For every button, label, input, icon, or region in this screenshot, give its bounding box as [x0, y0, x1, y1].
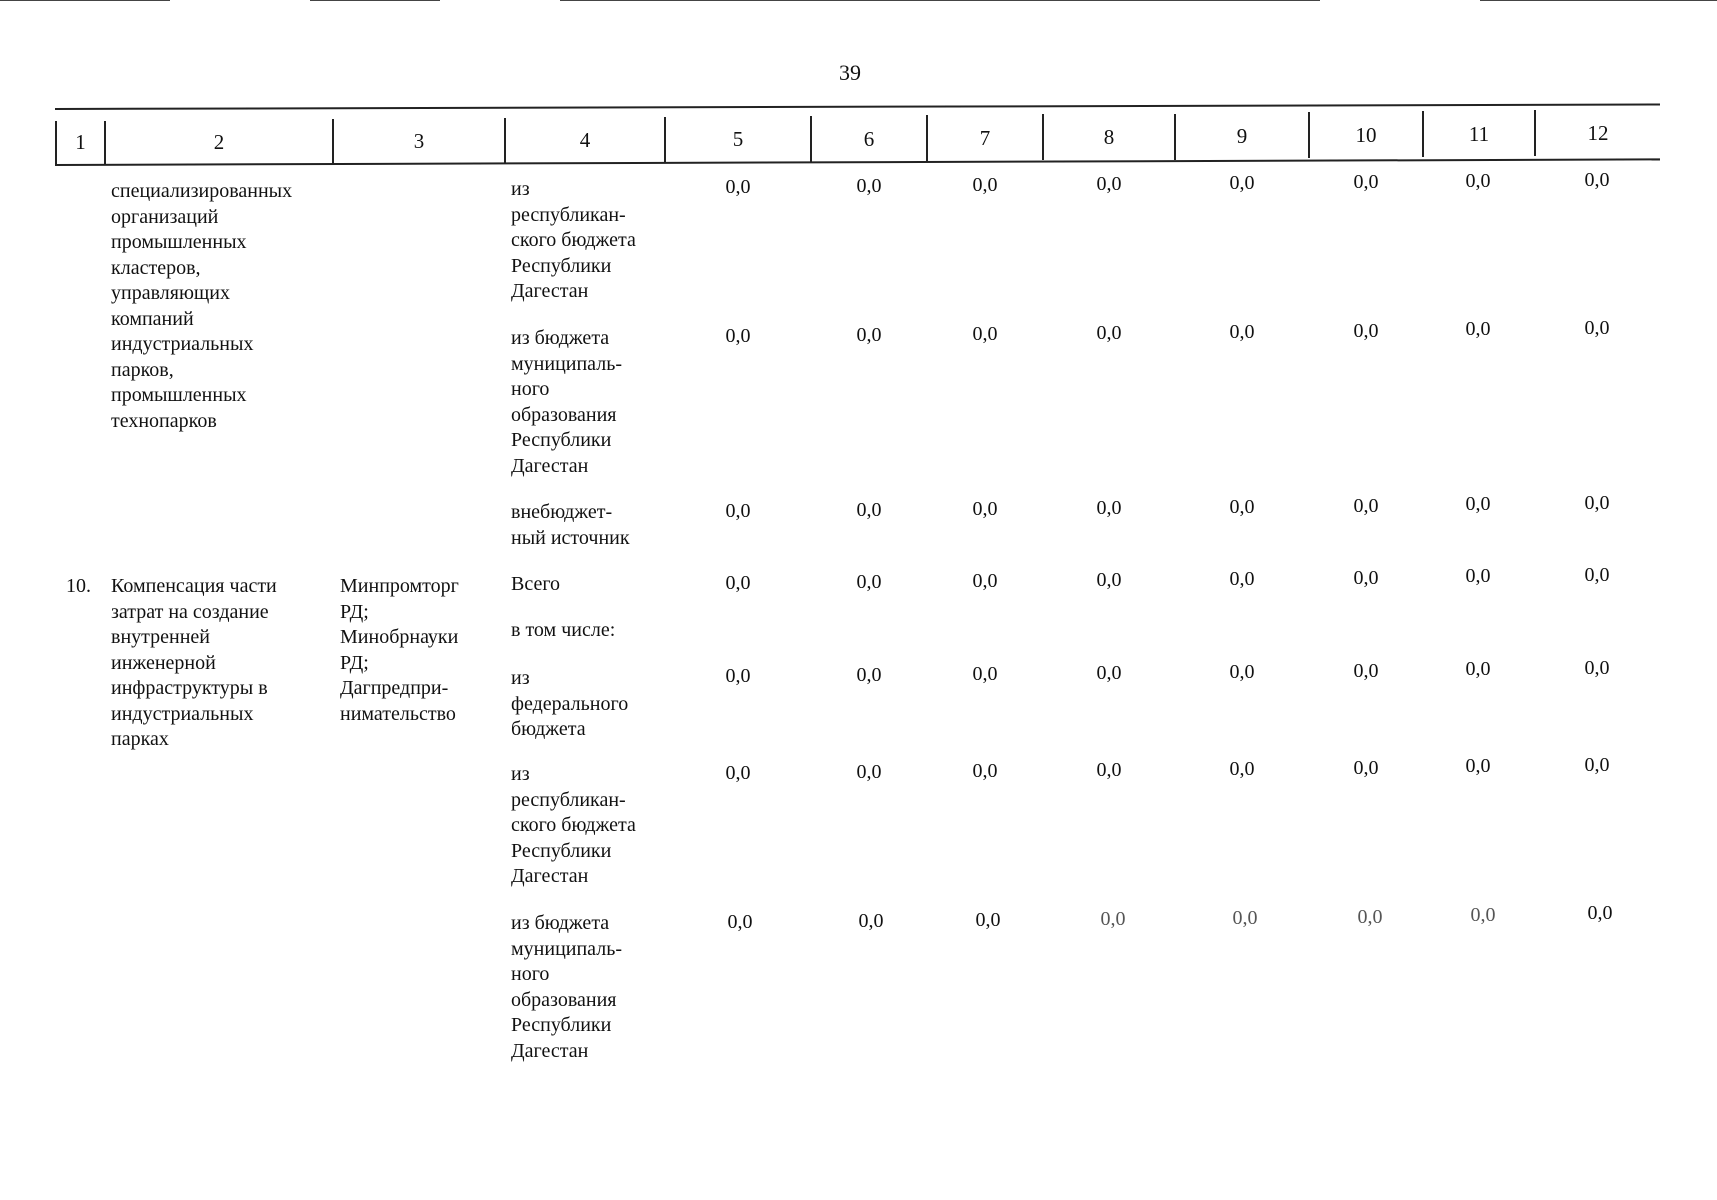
value-cell: 0,0 [1229, 758, 1255, 780]
value-cell: 0,0 [727, 911, 753, 933]
value-cell: 0,0 [1587, 902, 1613, 924]
value-cell: 0,0 [725, 500, 751, 522]
value-cell: 0,0 [1584, 754, 1610, 776]
value-cell: 0,0 [1465, 565, 1491, 587]
value-cell: 0,0 [1353, 757, 1379, 779]
header-cell: 3 [413, 128, 425, 153]
header-cell: 4 [579, 127, 591, 152]
value-cell: 0,0 [972, 663, 998, 685]
value-cell: 0,0 [725, 572, 751, 594]
value-cell: 0,0 [1096, 759, 1122, 781]
value-cell: 0,0 [1353, 495, 1379, 517]
value-cell: 0,0 [1096, 497, 1122, 519]
value-cell: 0,0 [1096, 662, 1122, 684]
scan-edge-line [1480, 0, 1717, 1]
funding-source-label: из республикан- ского бюджета Республики Дагестан [511, 178, 636, 302]
value-cell: 0,0 [1357, 906, 1383, 928]
value-cell: 0,0 [1584, 169, 1610, 191]
value-cell: 0,0 [1229, 321, 1255, 343]
value-cell: 0,0 [858, 910, 884, 932]
value-cell: 0,0 [856, 324, 882, 346]
value-cell: 0,0 [1465, 658, 1491, 680]
scan-edge-line [0, 0, 170, 1]
header-cell: 7 [979, 125, 991, 150]
value-cell: 0,0 [856, 175, 882, 197]
header-cell: 5 [732, 126, 744, 151]
value-cell: 0,0 [856, 571, 882, 593]
funding-source-label: из республикан- ского бюджета Республики Дагестан [511, 763, 636, 887]
item-number: 10. [66, 575, 91, 597]
value-cell: 0,0 [1232, 907, 1258, 929]
value-cell: 0,0 [856, 664, 882, 686]
header-cell: 9 [1236, 123, 1248, 148]
value-cell: 0,0 [972, 498, 998, 520]
value-cell: 0,0 [1353, 567, 1379, 589]
value-cell: 0,0 [856, 761, 882, 783]
funding-source-label: из бюджета муниципаль- ного образования Республики Дагестан [511, 327, 622, 477]
value-cell: 0,0 [725, 665, 751, 687]
value-cell: 0,0 [1353, 171, 1379, 193]
value-cell: 0,0 [1353, 660, 1379, 682]
item-name: специализированных организаций промышленных кластеров, управляющих компаний индустриальных парков, промышленных технопарков [111, 180, 293, 432]
value-cell: 0,0 [725, 325, 751, 347]
funding-source-label: из бюджета муниципаль- ного образования Республики Дагестан [511, 912, 622, 1062]
header-cell: 10 [1355, 122, 1377, 147]
value-cell: 0,0 [856, 499, 882, 521]
header-cell: 12 [1587, 120, 1609, 145]
header-cell: 1 [75, 129, 86, 154]
value-cell: 0,0 [972, 323, 998, 345]
value-cell: 0,0 [725, 762, 751, 784]
value-cell: 0,0 [1229, 496, 1255, 518]
scan-edge-line [560, 0, 1320, 1]
value-cell: 0,0 [1584, 657, 1610, 679]
value-cell: 0,0 [972, 760, 998, 782]
value-cell: 0,0 [1470, 904, 1496, 926]
value-cell: 0,0 [975, 909, 1001, 931]
value-cell: 0,0 [1096, 569, 1122, 591]
item-executors: Минпромторг РД; Минобрнауки РД; Дагпредпри- нимательство [340, 575, 459, 725]
value-cell: 0,0 [1465, 170, 1491, 192]
header-top-rule [55, 104, 1660, 110]
value-cell: 0,0 [972, 570, 998, 592]
value-cell: 0,0 [1353, 320, 1379, 342]
funding-source-label: Всего [511, 573, 561, 595]
header-cell: 2 [213, 129, 225, 154]
header-cell: 11 [1468, 121, 1490, 146]
value-cell: 0,0 [725, 176, 751, 198]
value-cell: 0,0 [1229, 172, 1255, 194]
item-name: Компенсация части затрат на создание внутренней инженерной инфраструктуры в индустриальных парках [111, 575, 277, 750]
value-cell: 0,0 [1100, 908, 1126, 930]
header-cell: 8 [1103, 124, 1115, 149]
value-cell: 0,0 [1465, 755, 1491, 777]
funding-source-label: в том числе: [511, 619, 616, 641]
value-cell: 0,0 [1465, 493, 1491, 515]
value-cell: 0,0 [1584, 564, 1610, 586]
value-cell: 0,0 [1229, 568, 1255, 590]
page-number: 39 [839, 60, 861, 85]
header-cell: 6 [863, 126, 875, 151]
funding-source-label: внебюджет- ный источник [511, 501, 630, 549]
value-cell: 0,0 [1584, 317, 1610, 339]
funding-source-label: из федерального бюджета [511, 667, 629, 740]
value-cell: 0,0 [1465, 318, 1491, 340]
value-cell: 0,0 [1229, 661, 1255, 683]
value-cell: 0,0 [1096, 322, 1122, 344]
value-cell: 0,0 [1096, 173, 1122, 195]
value-cell: 0,0 [972, 174, 998, 196]
scan-edge-line [310, 0, 440, 1]
value-cell: 0,0 [1584, 492, 1610, 514]
